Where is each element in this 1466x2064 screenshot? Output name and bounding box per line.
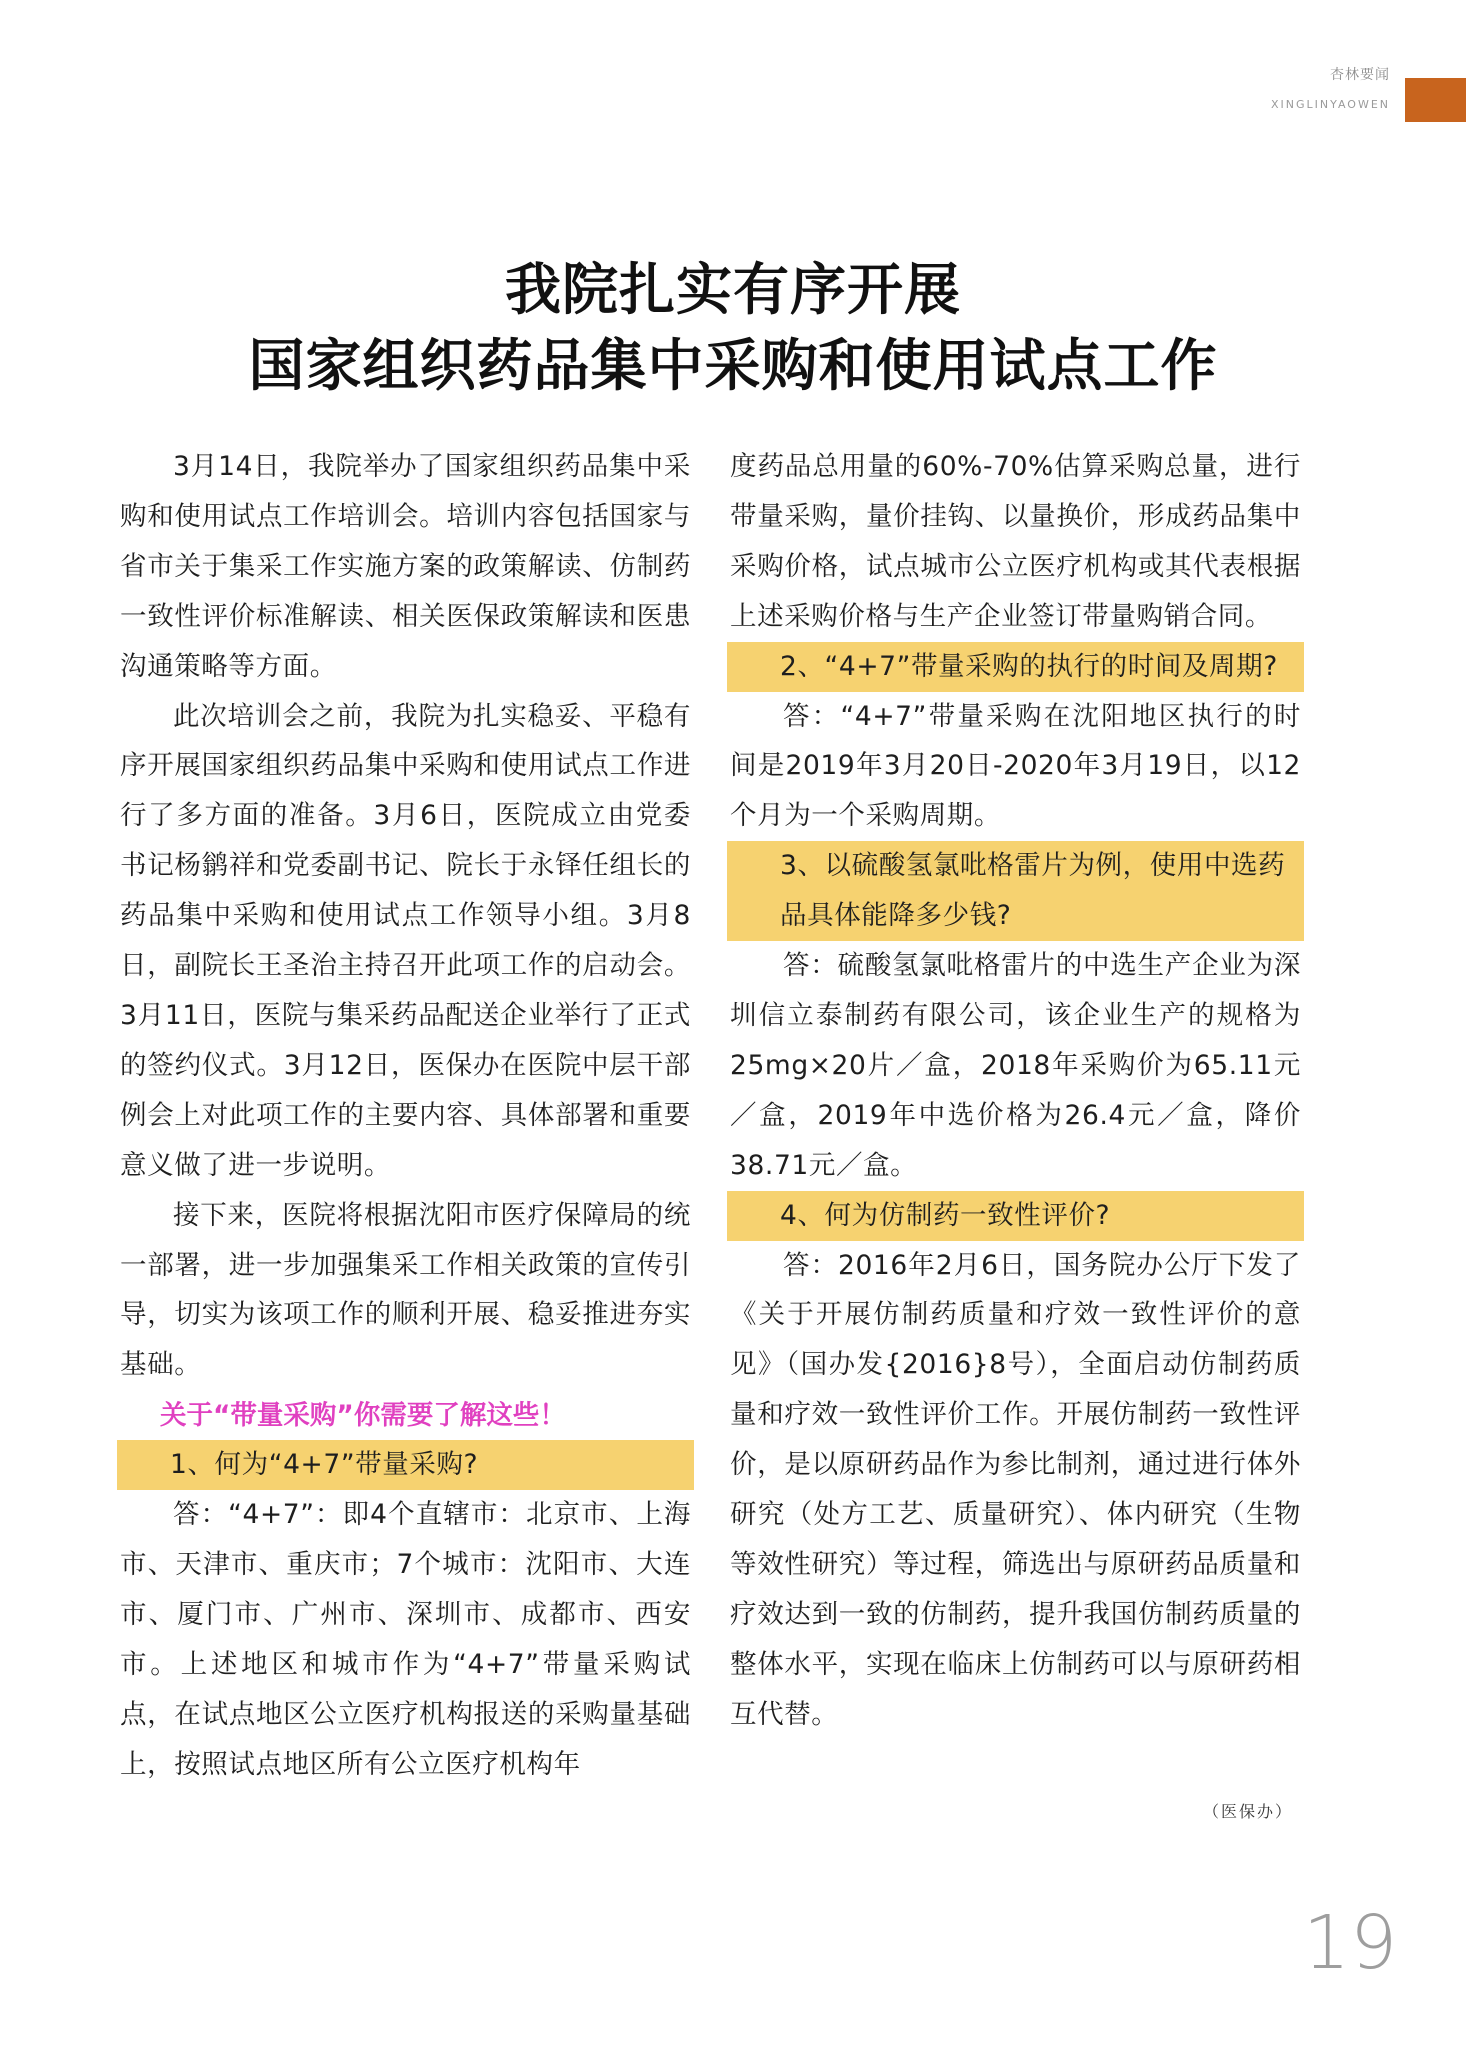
author-note: （医保办）: [1202, 1802, 1293, 1821]
answer-3: 答：硫酸氢氯吡格雷片的中选生产企业为深圳信立泰制药有限公司，该企业生产的规格为25mg×20片／盒，2018年采购价为65.11元／盒，2019年中选价格为26.4元／盒，降价38.71元／盒。: [730, 950, 1301, 1181]
accent-bar: [1405, 78, 1466, 122]
paragraph-next-steps: 接下来，医院将根据沈阳市医疗保障局的统一部署，进一步加强集采工作相关政策的宣传引导，切实为该项工作的顺利开展、稳妥推进夯实基础。: [120, 1199, 691, 1381]
faq-subheading: 关于“带量采购”你需要了解这些！: [160, 1400, 566, 1432]
question-3: 3、以硫酸氢氯吡格雷片为例，使用中选药品具体能降多少钱?: [727, 841, 1304, 941]
answer-1-continued: 度药品总用量的60%-70%估算采购总量，进行带量采购，量价挂钩、以量换价，形成药品集中采购价格，试点城市公立医疗机构或其代表根据上述采购价格与生产企业签订带量购销合同。: [730, 451, 1301, 632]
left-column: [120, 442, 691, 1790]
article-title-line-2: 国家组织药品集中采购和使用试点工作: [248, 333, 1218, 399]
right-column: [730, 442, 1301, 1740]
article-title-line-1: 我院扎实有序开展: [505, 257, 961, 323]
question-2: 2、“4+7”带量采购的执行的时间及周期?: [727, 642, 1304, 692]
answer-4: 答：2016年2月6日，国务院办公厅下发了《关于开展仿制药质量和疗效一致性评价的意见》（国办发{2016}8号），全面启动仿制药质量和疗效一致性评价工作。开展仿制药一致性评价，是以原研药品作为参比制剂，通过进行体外研究（处方工艺、质量研究）、体内研究（生物等效性研究）等过程，筛选出与原研药品质量和疗效达到一致的仿制药，提升我国仿制药质量的整体水平，实现在临床上仿制药可以与原研药相互代替。: [730, 1249, 1301, 1730]
magazine-name-en: XINGLINYAOWEN: [1270, 98, 1390, 111]
question-4: 4、何为仿制药一致性评价?: [727, 1191, 1304, 1241]
paragraph-preparation: 此次培训会之前，我院为扎实稳妥、平稳有序开展国家组织药品集中采购和使用试点工作进行了多方面的准备。3月6日，医院成立由党委书记杨鹟祥和党委副书记、院长于永铎任组长的药品集中采购和使用试点工作领导小组。3月8日，副院长王圣治主持召开此项工作的启动会。3月11日，医院与集采药品配送企业举行了正式的签约仪式。3月12日，医保办在医院中层干部例会上对此项工作的主要内容、具体部署和重要意义做了进一步说明。: [120, 700, 691, 1181]
magazine-name-cn: 杏林要闻: [1330, 67, 1390, 83]
paragraph-training: 3月14日，我院举办了国家组织药品集中采购和使用试点工作培训会。培训内容包括国家与省市关于集采工作实施方案的政策解读、仿制药一致性评价标准解读、相关医保政策解读和医患沟通策略等方面。: [120, 451, 691, 682]
answer-2: 答：“4+7”带量采购在沈阳地区执行的时间是2019年3月20日-2020年3月19日，以12个月为一个采购周期。: [730, 700, 1301, 832]
page-number: 19: [1303, 1900, 1398, 1986]
question-1: 1、何为“4+7”带量采购?: [117, 1440, 694, 1490]
answer-1: 答：“4+7”：即4个直辖市：北京市、上海市、天津市、重庆市；7个城市：沈阳市、大连市、厦门市、广州市、深圳市、成都市、西安市。上述地区和城市作为“4+7”带量采购试点，在试点地区公立医疗机构报送的采购量基础上，按照试点地区所有公立医疗机构年: [120, 1499, 691, 1780]
